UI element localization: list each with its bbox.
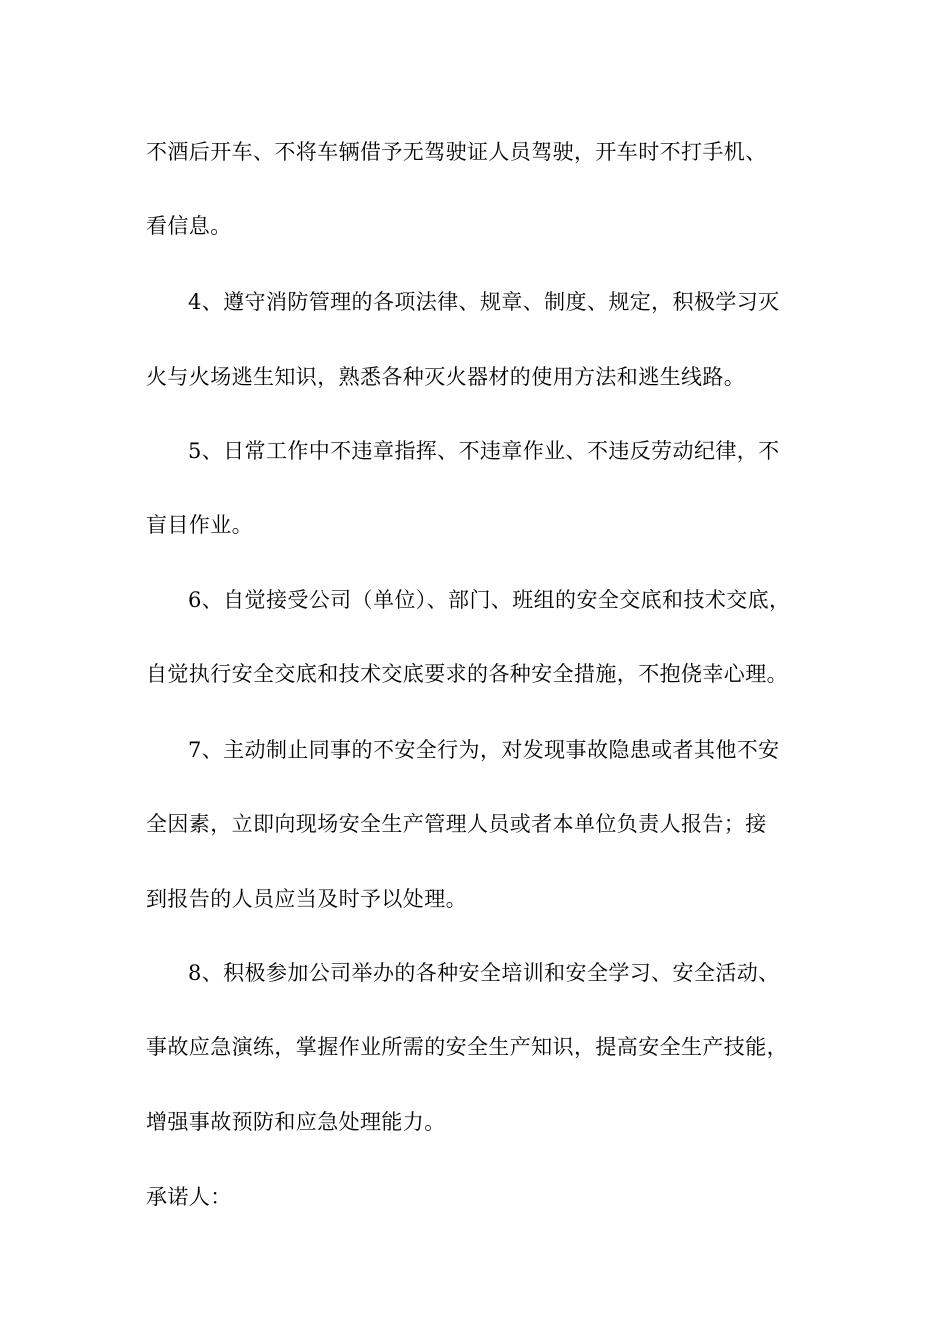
paragraph-line: 8、积极参加公司举办的各种安全培训和安全学习、安全活动、: [188, 961, 780, 985]
paragraph-line: 看信息。: [146, 214, 232, 238]
paragraph-line: 事故应急演练，掌握作业所需的安全生产知识，提高安全生产技能，: [146, 1035, 788, 1059]
paragraph-line: 7、主动制止同事的不安全行为，对发现事故隐患或者其他不安: [188, 738, 780, 762]
paragraph-line: 全因素，立即向现场安全生产管理人员或者本单位负责人报告；接: [146, 812, 767, 836]
paragraph-line: 4、遵守消防管理的各项法律、规章、制度、规定，积极学习灭: [188, 290, 780, 314]
paragraph-line: 5、日常工作中不违章指挥、不违章作业、不违反劳动纪律，不: [188, 439, 780, 463]
paragraph-line: 自觉执行安全交底和技术交底要求的各种安全措施，不抱侥幸心理。: [146, 662, 788, 686]
paragraph-line: 到报告的人员应当及时予以处理。: [146, 887, 467, 911]
paragraph-line: 不酒后开车、不将车辆借予无驾驶证人员驾驶，开车时不打手机、: [146, 140, 767, 164]
signature-label: 承诺人：: [146, 1185, 232, 1209]
paragraph-line: 6、自觉接受公司（单位）、部门、班组的安全交底和技术交底，: [188, 588, 791, 612]
paragraph-line: 盲目作业。: [146, 513, 253, 537]
paragraph-line: 增强事故预防和应急处理能力。: [146, 1110, 446, 1134]
paragraph-line: 火与火场逃生知识，熟悉各种灭火器材的使用方法和逃生线路。: [146, 365, 746, 389]
